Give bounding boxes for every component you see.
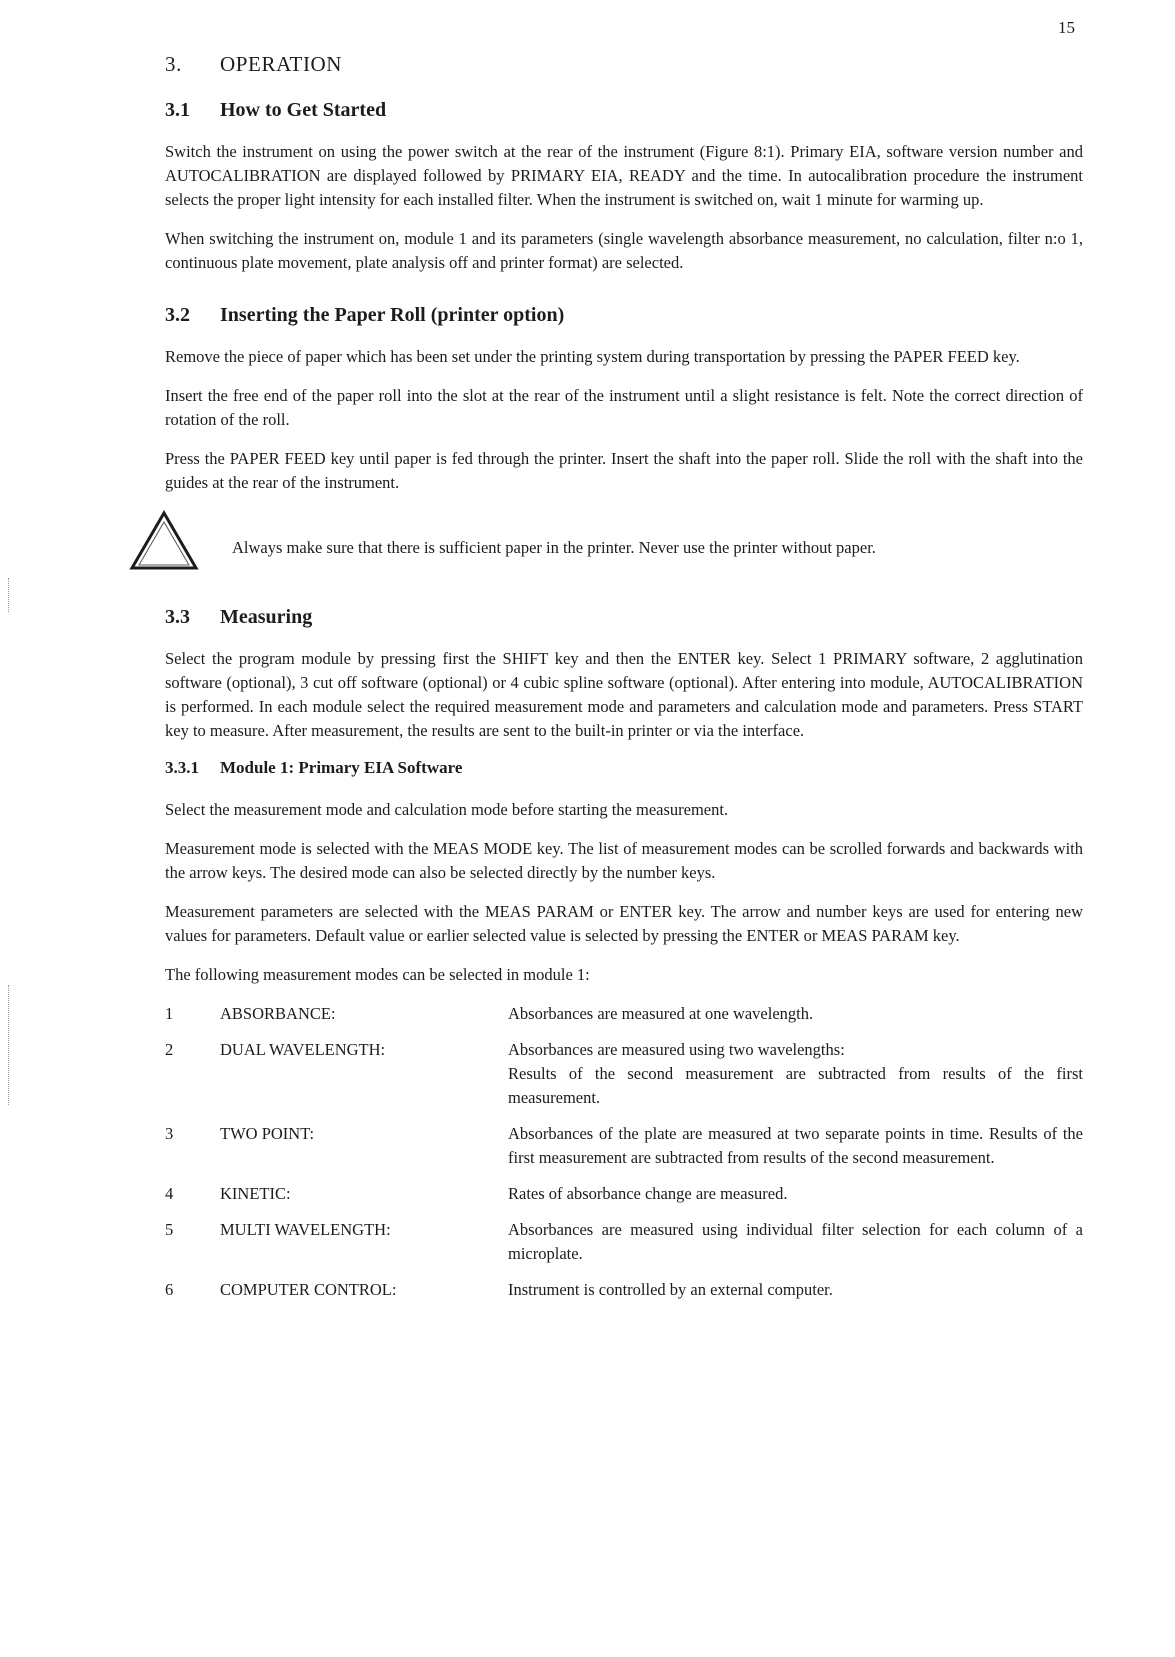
margin-mark (8, 985, 11, 1105)
paragraph: Select the measurement mode and calculation mode before starting the measurement. (165, 800, 729, 819)
list-item (165, 1038, 1083, 1110)
subsection-number: 3.1 (165, 99, 190, 121)
mode-number: 2 (165, 1040, 174, 1059)
paragraph: Remove the piece of paper which has been set under the printing system during transportation by pressing the PAPER FEED key. (165, 347, 1020, 366)
warning-text: Always make sure that there is sufficient paper in the printer. Never use the printer without paper. (232, 538, 876, 557)
subsection-title: How to Get Started (220, 99, 387, 121)
mode-description (508, 1038, 1083, 1110)
paragraph: When switching the instrument on, module 1 and its parameters (single wavelength absorbance measurement, no calculation, filter n:o 1, continuous plate movement, plate analysis off and printer format) are selected. (165, 229, 1083, 272)
paragraph: Insert the free end of the paper roll into the slot at the rear of the instrument until a slight resistance is felt. Note the correct direction of rotation of the roll. (165, 386, 1083, 429)
mode-name: DUAL WAVELENGTH: (220, 1040, 386, 1059)
mode-description: Absorbances are measured using individual filter selection for each column of a microplate. (508, 1220, 1083, 1263)
subsubsection-number: 3.3.1 (165, 758, 199, 777)
subsection-heading-3-3 (165, 606, 1083, 629)
mode-description: Absorbances are measured at one wavelength. (508, 1004, 814, 1023)
mode-description-line: Absorbances are measured using two wavelengths: (508, 1040, 845, 1059)
subsubsection-title: Module 1: Primary EIA Software (220, 758, 463, 777)
subsection-heading-3-2 (165, 304, 1083, 327)
warning-triangle-icon (129, 510, 199, 572)
section-heading (165, 52, 1083, 77)
subsection-title: Measuring (220, 606, 313, 628)
section-number: 3. (165, 52, 182, 76)
paragraph: Measurement parameters are selected with the MEAS PARAM or ENTER key. The arrow and number keys are used for entering new values for parameters. Default value or earlier selected value is selected by pressing the ENTER or MEAS PARAM key. (165, 902, 1083, 945)
measurement-modes-list (165, 1002, 1083, 1302)
paragraph: Select the program module by pressing first the SHIFT key and then the ENTER key. Select 1 PRIMARY software, 2 agglutination software (optional), 3 cut off software (optional) or 4 cubic spline software (optional). After entering into module, AUTOCALIBRATION is performed. In each module select the required measurement mode and parameters and calculation mode and parameters. Press START key to measure. After measurement, the results are sent to the built-in printer or via the interface. (165, 649, 1083, 740)
paragraph: Switch the instrument on using the power switch at the rear of the instrument (Figure 8:1). Primary EIA, software version number and AUTOCALIBRATION are displayed followed by PRIMARY EIA, READY and the time. In autocalibration procedure the instrument selects the proper light intensity for each installed filter. When the instrument is switched on, wait 1 minute for warming up. (165, 142, 1083, 209)
mode-name: ABSORBANCE: (220, 1004, 336, 1023)
mode-description: Rates of absorbance change are measured. (508, 1184, 788, 1203)
mode-number: 3 (165, 1124, 174, 1143)
section-title: OPERATION (220, 52, 343, 76)
page-content (165, 52, 1083, 1314)
list-item (165, 1002, 1083, 1026)
subsubsection-heading-3-3-1 (165, 758, 1083, 778)
mode-name: KINETIC: (220, 1184, 291, 1203)
page-number: 15 (1058, 18, 1075, 37)
paragraph: The following measurement modes can be selected in module 1: (165, 965, 590, 984)
subsection-number: 3.3 (165, 606, 190, 628)
paragraph: Measurement mode is selected with the MEAS MODE key. The list of measurement modes can be scrolled forwards and backwards with the arrow keys. The desired mode can also be selected directly by the number keys. (165, 839, 1083, 882)
mode-description: Instrument is controlled by an external computer. (508, 1280, 833, 1299)
mode-description-line: Results of the second measurement are subtracted from results of the first measurement. (508, 1064, 1083, 1107)
list-item (165, 1122, 1083, 1170)
mode-name: MULTI WAVELENGTH: (220, 1220, 391, 1239)
mode-name: COMPUTER CONTROL: (220, 1280, 397, 1299)
subsection-number: 3.2 (165, 304, 190, 326)
paragraph: Press the PAPER FEED key until paper is fed through the printer. Insert the shaft into the paper roll. Slide the roll with the shaft into the guides at the rear of the instrument. (165, 449, 1083, 492)
warning-note (165, 510, 1083, 580)
mode-number: 5 (165, 1220, 174, 1239)
subsection-title: Inserting the Paper Roll (printer option) (220, 304, 565, 326)
mode-number: 4 (165, 1184, 174, 1203)
mode-number: 1 (165, 1004, 174, 1023)
subsection-heading-3-1 (165, 99, 1083, 122)
mode-number: 6 (165, 1280, 174, 1299)
mode-name: TWO POINT: (220, 1124, 315, 1143)
margin-mark (8, 578, 11, 612)
list-item (165, 1278, 1083, 1302)
list-item (165, 1182, 1083, 1206)
mode-description: Absorbances of the plate are measured at two separate points in time. Results of the first measurement are subtracted from results of the second measurement. (508, 1124, 1083, 1167)
list-item (165, 1218, 1083, 1266)
